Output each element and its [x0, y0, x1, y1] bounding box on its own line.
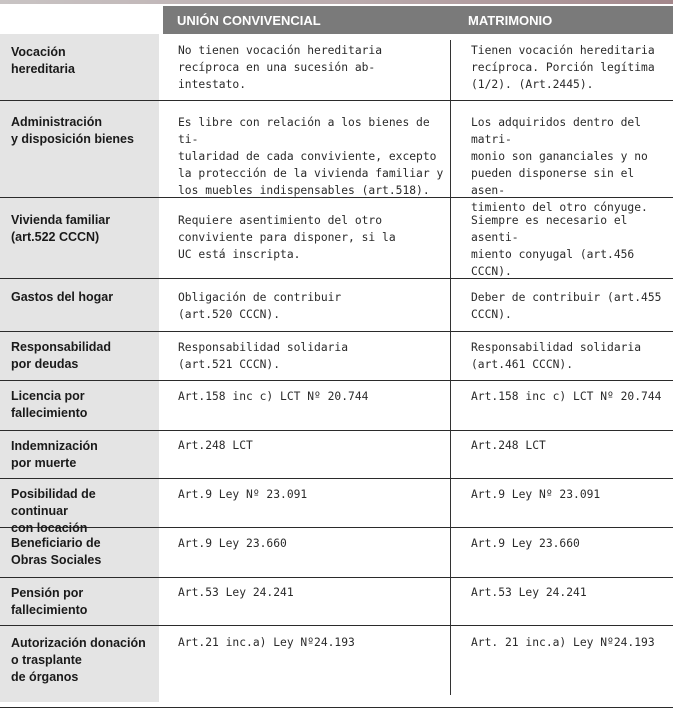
row-label: Responsabilidad por deudas — [11, 340, 112, 371]
table-row — [0, 198, 673, 279]
row-label: Pensión por fallecimiento — [11, 586, 88, 617]
matrimonio-cell: Responsabilidad solidaria (art.461 CCCN). — [471, 341, 642, 371]
union-convivencial-cell: Art.9 Ley Nº 23.091 — [178, 488, 308, 501]
union-convivencial-cell: Art.21 inc.a) Ley Nº24.193 — [178, 636, 355, 649]
matrimonio-cell: Art.9 Ley Nº 23.091 — [471, 488, 601, 501]
matrimonio-cell: Tienen vocación hereditaria recíproca. Porción legítima (1/2). (Art.2445). — [471, 44, 655, 91]
row-label: Vivienda familiar (art.522 CCCN) — [11, 213, 111, 244]
matrimonio-cell: Siempre es necesario el asenti- miento conyugal (art.456 CCCN). — [471, 214, 635, 278]
matrimonio-cell: Art.53 Ley 24.241 — [471, 586, 587, 599]
table-row — [0, 528, 673, 578]
table-row — [0, 381, 673, 431]
table-row — [0, 626, 673, 702]
row-label: Posibilidad de continuar con locación — [11, 487, 96, 535]
row-label: Administración y disposición bienes — [11, 115, 134, 146]
table-row — [0, 101, 673, 214]
matrimonio-cell: Art.158 inc c) LCT Nº 20.744 — [471, 390, 662, 403]
row-label: Vocación hereditaria — [11, 45, 75, 76]
header-divider — [161, 6, 163, 34]
table-row — [0, 279, 673, 332]
bottom-rule — [0, 707, 673, 708]
matrimonio-cell: Art. 21 inc.a) Ley Nº24.193 — [471, 636, 655, 649]
union-convivencial-cell: Es libre con relación a los bienes de ti- tularidad de cada conviviente, excepto la protección de la vivienda familiar y los muebles indispensables (art.518). — [178, 116, 444, 197]
top-decorative-band — [0, 0, 673, 4]
row-label: Beneficiario de Obras Sociales — [11, 536, 102, 567]
union-convivencial-cell: Obligación de contribuir (art.520 CCCN). — [178, 291, 342, 321]
matrimonio-cell: Los adquiridos dentro del matri- monio son gananciales y no pueden disponerse sin el asen- timiento del otro cónyuge. — [471, 116, 648, 214]
union-convivencial-cell: No tienen vocación hereditaria recíproca en una sucesión ab- intestato. — [178, 44, 383, 91]
row-label: Indemnización por muerte — [11, 439, 98, 470]
matrimonio-cell: Art.9 Ley 23.660 — [471, 537, 580, 550]
table-row — [0, 34, 673, 101]
row-label: Autorización donación o trasplante de órganos — [11, 636, 146, 684]
matrimonio-cell: Art.248 LCT — [471, 439, 546, 452]
header-union-convivencial: UNIÓN CONVIVENCIAL — [163, 6, 453, 34]
matrimonio-cell: Deber de contribuir (art.455 CCCN). — [471, 291, 662, 321]
row-label: Licencia por fallecimiento — [11, 389, 88, 420]
row-label: Gastos del hogar — [11, 290, 114, 304]
table-row — [0, 431, 673, 479]
union-convivencial-cell: Art.248 LCT — [178, 439, 253, 452]
table-row — [0, 479, 673, 535]
union-convivencial-cell: Art.53 Ley 24.241 — [178, 586, 294, 599]
header-matrimonio: MATRIMONIO — [453, 6, 673, 34]
table-row — [0, 578, 673, 626]
table-row — [0, 332, 673, 381]
union-convivencial-cell: Requiere asentimiento del otro conviviente para disponer, si la UC está inscripta. — [178, 214, 396, 261]
union-convivencial-cell: Art.9 Ley 23.660 — [178, 537, 287, 550]
union-convivencial-cell: Responsabilidad solidaria (art.521 CCCN). — [178, 341, 349, 371]
union-convivencial-cell: Art.158 inc c) LCT Nº 20.744 — [178, 390, 369, 403]
